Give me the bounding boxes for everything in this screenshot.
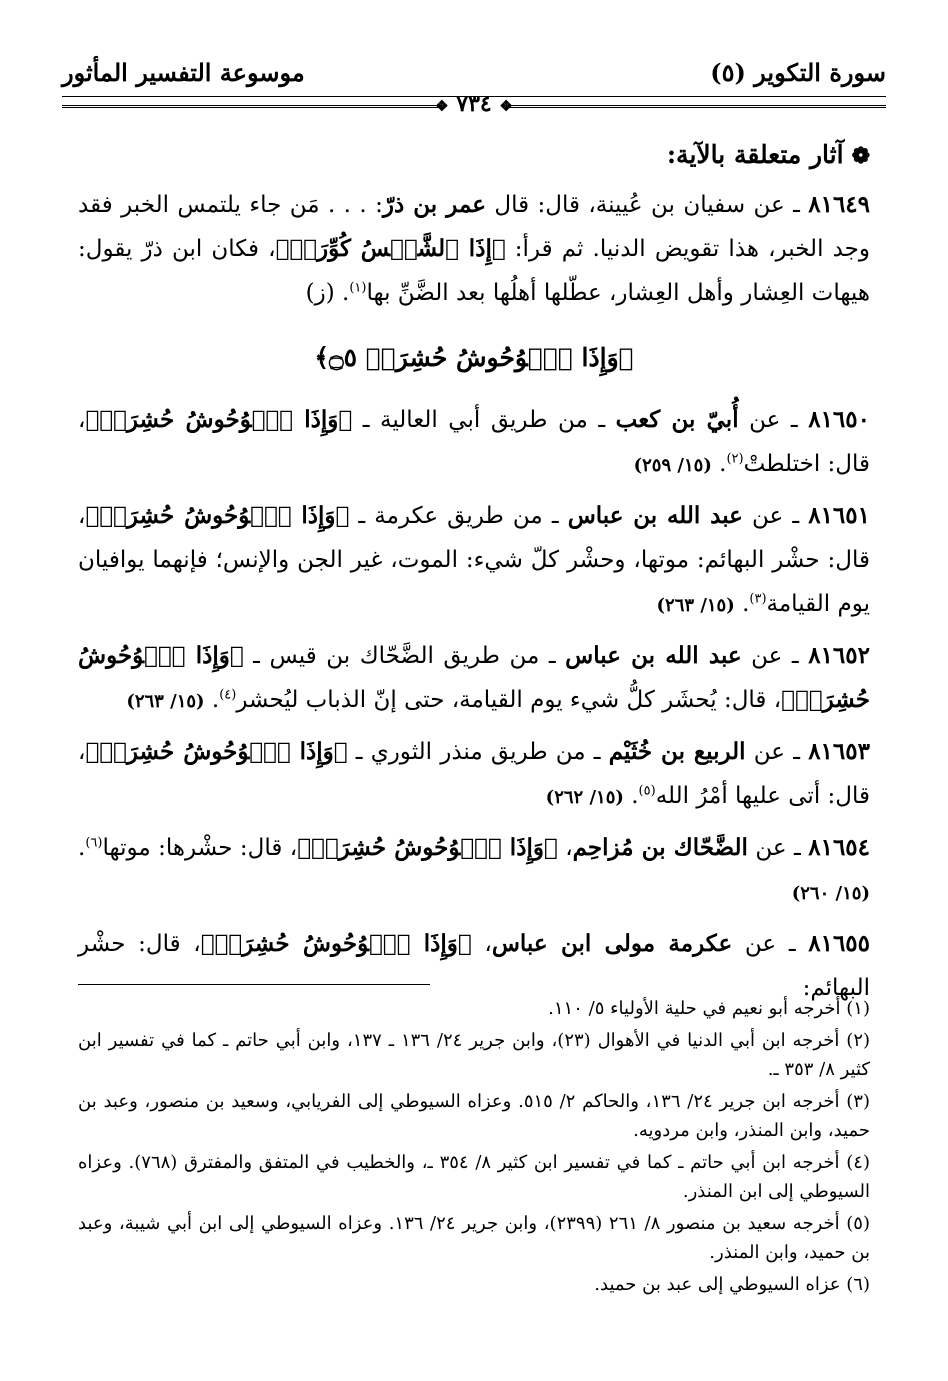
quran-verse: ﴿وَإِذَا ٱلۡوُحُوشُ حُشِرَتۡ﴾	[85, 738, 348, 765]
footnote: (١) أخرجه أبو نعيم في حلية الأولياء ٥/ ١١٠.	[548, 998, 870, 1019]
entry-text: ، قال: أتى عليها أمْرُ الله	[78, 739, 870, 809]
ornament-icon: ❖	[499, 97, 513, 115]
entry-text: ، قال: حشْر البهائم:	[78, 931, 870, 1001]
entry-text: ـ من طريق الضَّحّاك بن قيس ـ	[243, 643, 566, 669]
main-text	[78, 140, 870, 1016]
volume-reference: (١٥/ ٢٦٠)	[791, 883, 870, 904]
quran-verse: ﴿وَإِذَا ٱلۡوُحُوشُ حُشِرَتۡ﴾	[297, 834, 558, 861]
entry-text: .	[204, 687, 220, 713]
narration-entry	[78, 730, 870, 820]
footnote-marker: (٤)	[219, 687, 237, 703]
narration-entry	[78, 826, 870, 916]
entry-text: ـ عن	[747, 835, 809, 861]
entry-number: ٨١٦٥٥	[808, 930, 871, 957]
entry-text: ، فكان ابن ذرّ يقول: هيهات العِشار وأهل العِشار، عطّلها أهلُها بعد الضَّنِّ بها	[78, 236, 870, 306]
entry-text: ـ من طريق منذر الثوري ـ	[347, 739, 609, 765]
footnote-separator	[78, 984, 430, 985]
footnote: (٣) أخرجه ابن جرير ٢٤/ ١٣٦، والحاكم ٢/ ٥١٥. وعزاه السيوطي إلى الفريابي، وسعيد بن منصور، وعبد بن حميد، وابن المنذر، وابن مردويه.	[78, 1091, 870, 1141]
footnote: (٦) عزاه السيوطي إلى عبد بن حميد.	[594, 1274, 870, 1295]
narrator-name: أُبيّ بن كعب	[615, 406, 739, 433]
entry-number: ٨١٦٥٠	[808, 406, 870, 433]
footnote: (٤) أخرجه ابن أبي حاتم ـ كما في تفسير ابن كثير ٨/ ٣٥٤ ـ، والخطيب في المتفق والمفترق (٧٦٨). وعزاه السيوطي إلى ابن المنذر.	[78, 1152, 870, 1202]
entry-text: ، قال: حشْرها: موتها	[102, 835, 298, 861]
section-title: آثار متعلقة بالآية:	[666, 140, 844, 169]
entry-text: .	[734, 591, 750, 617]
entry-number: ٨١٦٤٩	[808, 191, 871, 218]
entry-text: ،	[557, 835, 573, 861]
volume-reference: (١٥/ ٢٦٣)	[126, 691, 205, 712]
quran-verse: ﴿وَإِذَا ٱلۡوُحُوشُ حُشِرَتۡ﴾	[200, 930, 472, 957]
entry-text: ـ عن	[742, 503, 809, 529]
quran-verse: ﴿وَإِذَا ٱلۡوُحُوشُ حُشِرَتۡ﴾	[78, 642, 870, 713]
entry-text: .	[623, 783, 639, 809]
quran-verse: ﴿وَإِذَا ٱلۡوُحُوشُ حُشِرَتۡ﴾	[85, 406, 353, 433]
page-number-block	[435, 91, 513, 117]
entry-text: ـ من طريق عكرمة ـ	[349, 503, 568, 529]
footnote-marker: (١)	[349, 280, 367, 296]
footnote-marker: (٣)	[749, 591, 767, 607]
entry-text: ، قال: اختلطتْ	[78, 407, 870, 477]
book-title: موسوعة التفسير المأثور	[62, 58, 305, 87]
entry-text: ـ من طريق أبي العالية ـ	[352, 407, 616, 433]
volume-reference: (١٥/ ٢٦٣)	[656, 595, 735, 616]
footnote: (٢) أخرجه ابن أبي الدنيا في الأهوال (٢٣)، وابن جرير ٢٤/ ١٣٦ ـ ١٣٧، وابن أبي حاتم ـ كما في تفسير ابن كثير ٨/ ٣٥٣ ـ.	[78, 1030, 871, 1080]
narration-entry	[78, 494, 870, 628]
narrator-name: الضَّحّاك بن مُزاحِم	[572, 834, 748, 861]
entry-text: ـ عن	[738, 407, 809, 433]
footnote-marker: (٥)	[638, 783, 656, 799]
narrator-name: عبد الله بن عباس	[567, 502, 743, 529]
volume-reference: (١٥/ ٢٥٩)	[633, 455, 712, 476]
section-heading	[78, 140, 870, 169]
entry-text: ـ عن	[741, 643, 809, 669]
narrator-name: عبد الله بن عباس	[565, 642, 742, 669]
folio-rule-left	[62, 105, 442, 108]
footnote-marker: (٢)	[726, 451, 744, 467]
folio-row	[62, 93, 886, 119]
entry-text: ـ عن	[745, 739, 809, 765]
footnotes	[78, 994, 870, 1302]
narrator-name: عمر بن ذرّ	[382, 191, 486, 218]
flower-icon: ❁	[851, 143, 870, 169]
entry-text: ، قال: حشْر البهائم: موتها، وحشْر كلّ شيء: الموت، غير الجن والإنس؛ فإنهما يوافيان يوم القيامة	[78, 503, 870, 617]
folio-rule-right	[506, 105, 886, 108]
page-number: ٧٣٤	[456, 91, 492, 117]
volume-reference: (١٥/ ٢٦٢)	[545, 787, 624, 808]
entry-text: : . . . مَن جاء يلتمس الخبر فقد وجد الخبر، هذا تقويض الدنيا. ثم قرأ:	[78, 192, 870, 262]
entry-text: ـ عن سفيان بن عُيينة، قال: قال	[486, 192, 809, 218]
entry-text: . (ز)	[305, 280, 350, 306]
footnote-marker: (٦)	[85, 835, 103, 851]
narrator-name: الربيع بن خُثَيْم	[608, 738, 746, 765]
surah-title: سورة التكوير (٥)	[710, 58, 886, 87]
entry-text: ، قال: يُحشَر كلُّ شيء يوم القيامة، حتى إنّ الذباب ليُحشر	[236, 687, 782, 713]
narrator-name: عكرمة مولى ابن عباس	[491, 930, 733, 957]
entry-number: ٨١٦٥٤	[808, 834, 871, 861]
entry-number: ٨١٦٥٢	[808, 642, 870, 669]
entry-text: ـ عن	[732, 931, 809, 957]
entry-text: ،	[471, 931, 492, 957]
narration-entry	[78, 398, 870, 488]
footnote: (٥) أخرجه سعيد بن منصور ٨/ ٢٦١ (٢٣٩٩)، وابن جرير ٢٤/ ١٣٦. وعزاه السيوطي إلى ابن أبي شيبة، وعبد بن حميد، وابن المنذر.	[78, 1213, 870, 1263]
verse-heading: ﴿وَإِذَا ٱلۡوُحُوشُ حُشِرَتۡ ۝٥﴾	[314, 343, 634, 372]
entry-number: ٨١٦٥١	[808, 502, 870, 529]
entry-text: .	[711, 451, 727, 477]
quran-verse: ﴿وَإِذَا ٱلۡوُحُوشُ حُشِرَتۡ﴾	[85, 502, 350, 529]
quran-verse: ﴿إِذَا ٱلشَّمۡسُ كُوِّرَتۡ﴾	[275, 235, 506, 262]
athar-entry	[78, 183, 870, 315]
narration-entry	[78, 634, 870, 724]
entry-number: ٨١٦٥٣	[808, 738, 870, 765]
ornament-icon: ❖	[435, 97, 449, 115]
entry-text: .	[78, 835, 86, 861]
